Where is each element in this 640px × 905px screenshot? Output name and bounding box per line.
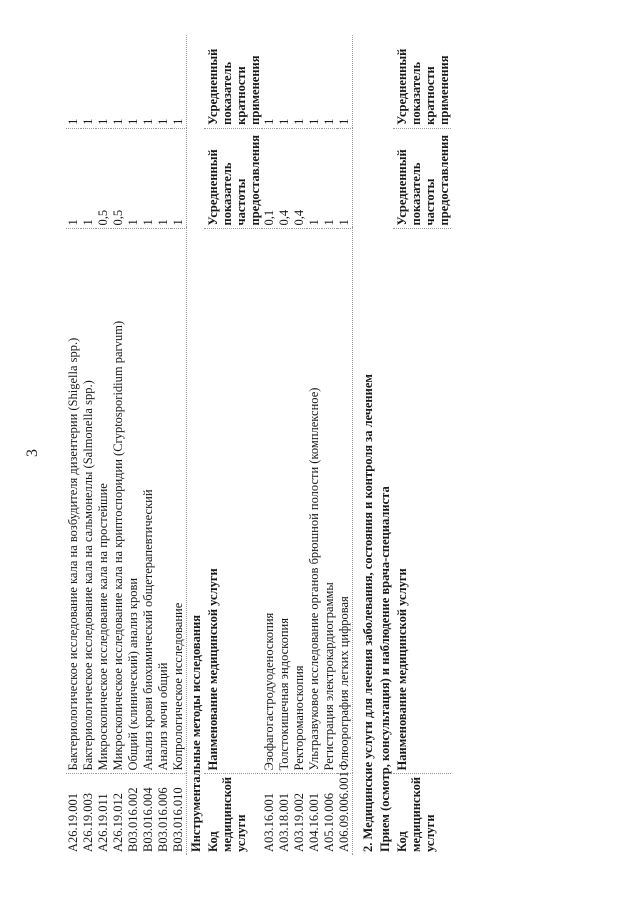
service-name: Общий (клинический) анализ крови xyxy=(126,229,141,774)
header-frequency: Усредненный показатель частоты предоставления xyxy=(393,128,451,229)
multiplicity-value: 1 xyxy=(111,118,125,125)
service-code: B03.016.004 xyxy=(141,774,156,855)
table-row xyxy=(307,35,322,855)
document-body xyxy=(66,35,451,855)
instrumental-table xyxy=(204,35,353,855)
service-code: A26.19.003 xyxy=(81,774,96,855)
multiplicity-value: 1 xyxy=(126,118,140,125)
multiplicity-value: 1 xyxy=(277,118,291,125)
service-code: A03.19.002 xyxy=(292,774,307,855)
table-row xyxy=(337,35,353,855)
instrumental-table-body xyxy=(262,35,353,855)
frequency-value: 1 xyxy=(307,128,322,229)
service-code: A26.19.001 xyxy=(66,774,81,855)
service-code: A03.18.001 xyxy=(277,774,292,855)
header-multiplicity: Усредненный показатель кратности применения xyxy=(395,48,451,125)
multiplicity-value: 1 xyxy=(66,118,80,125)
service-name: Флюорография легких цифровая xyxy=(337,229,353,774)
header-code: Код медицинской услуги xyxy=(204,774,262,855)
service-code: B03.016.010 xyxy=(171,774,187,855)
service-name: Анализ крови биохимический общетерапевтический xyxy=(141,229,156,774)
frequency-value: 1 xyxy=(81,128,96,229)
table-row xyxy=(126,35,141,855)
table-row xyxy=(171,35,187,855)
section2-table xyxy=(393,35,451,855)
frequency-value: 1 xyxy=(126,128,141,229)
table-row xyxy=(111,35,126,855)
table-row xyxy=(262,35,277,855)
frequency-value: 1 xyxy=(66,128,81,229)
multiplicity-value: 1 xyxy=(292,118,306,125)
frequency-value: 1 xyxy=(171,128,187,229)
service-code: A04.16.001 xyxy=(307,774,322,855)
frequency-value: 0,5 xyxy=(96,128,111,229)
frequency-value: 0,5 xyxy=(111,128,126,229)
section2-subtitle: Прием (осмотр, консультация) и наблюдение врача-специалиста xyxy=(378,486,392,852)
multiplicity-value: 1 xyxy=(322,118,336,125)
multiplicity-value: 1 xyxy=(96,118,110,125)
lab-table-body xyxy=(66,35,187,855)
service-code: A03.16.001 xyxy=(262,774,277,855)
service-code: B03.016.006 xyxy=(156,774,171,855)
instrumental-section-title: Инструментальные методы исследования xyxy=(189,614,203,852)
service-name: Толстокишечная эндоскопия xyxy=(277,229,292,774)
service-name: Ультразвуковое исследование органов брюшной полости (комплексное) xyxy=(307,229,322,774)
service-name: Микроскопическое исследование кала на криптоспоридии (Cryptosporidium parvum) xyxy=(111,229,126,774)
frequency-value: 1 xyxy=(322,128,337,229)
section2-table-header xyxy=(393,35,451,855)
service-name: Ректороманоскопия xyxy=(292,229,307,774)
frequency-value: 0,4 xyxy=(292,128,307,229)
instrumental-table-header xyxy=(204,35,262,855)
service-name: Копрологическое исследование xyxy=(171,229,187,774)
service-name: Анализ мочи общий xyxy=(156,229,171,774)
service-name: Микроскопическое исследование кала на простейшие xyxy=(96,229,111,774)
section2-title-block xyxy=(353,35,393,855)
frequency-value: 1 xyxy=(337,128,353,229)
service-name: Регистрация электрокардиограммы xyxy=(322,229,337,774)
multiplicity-value: 1 xyxy=(141,118,155,125)
instrumental-title-block xyxy=(187,35,204,855)
service-name: Эзофагогастродуоденоскопия xyxy=(262,229,277,774)
service-code: A26.19.011 xyxy=(96,774,111,855)
multiplicity-value: 1 xyxy=(171,35,187,128)
service-name: Бактериологическое исследование кала на сальмонеллы (Salmonella spp.) xyxy=(81,229,96,774)
table-row xyxy=(81,35,96,855)
multiplicity-value: 1 xyxy=(307,118,321,125)
multiplicity-value: 1 xyxy=(156,118,170,125)
section2-title: 2. Медицинские услуги для лечения заболевания, состояния и контроля за лечением xyxy=(361,374,375,852)
service-code: B03.016.002 xyxy=(126,774,141,855)
table-row xyxy=(66,35,81,855)
table-row xyxy=(277,35,292,855)
multiplicity-value: 1 xyxy=(337,35,353,128)
header-frequency: Усредненный показатель частоты предоставления xyxy=(204,128,262,229)
header-multiplicity: Усредненный показатель кратности применения xyxy=(206,48,262,125)
header-name: Наименование медицинской услуги xyxy=(204,229,262,774)
header-code: Код медицинской услуги xyxy=(393,774,451,855)
multiplicity-value: 1 xyxy=(81,118,95,125)
page-number: 3 xyxy=(24,449,41,457)
lab-table xyxy=(66,35,187,855)
frequency-value: 0,4 xyxy=(277,128,292,229)
table-row xyxy=(156,35,171,855)
multiplicity-value: 1 xyxy=(262,118,276,125)
table-row xyxy=(322,35,337,855)
table-row xyxy=(292,35,307,855)
frequency-value: 1 xyxy=(141,128,156,229)
table-row xyxy=(141,35,156,855)
table-row xyxy=(96,35,111,855)
service-code: A05.10.006 xyxy=(322,774,337,855)
frequency-value: 0,1 xyxy=(262,128,277,229)
service-name: Бактериологическое исследование кала на возбудителя дизентерии (Shigella spp.) xyxy=(66,229,81,774)
service-code: A26.19.012 xyxy=(111,774,126,855)
frequency-value: 1 xyxy=(156,128,171,229)
service-code: A06.09.006.001 xyxy=(337,774,353,855)
header-name: Наименование медицинской услуги xyxy=(393,229,451,774)
